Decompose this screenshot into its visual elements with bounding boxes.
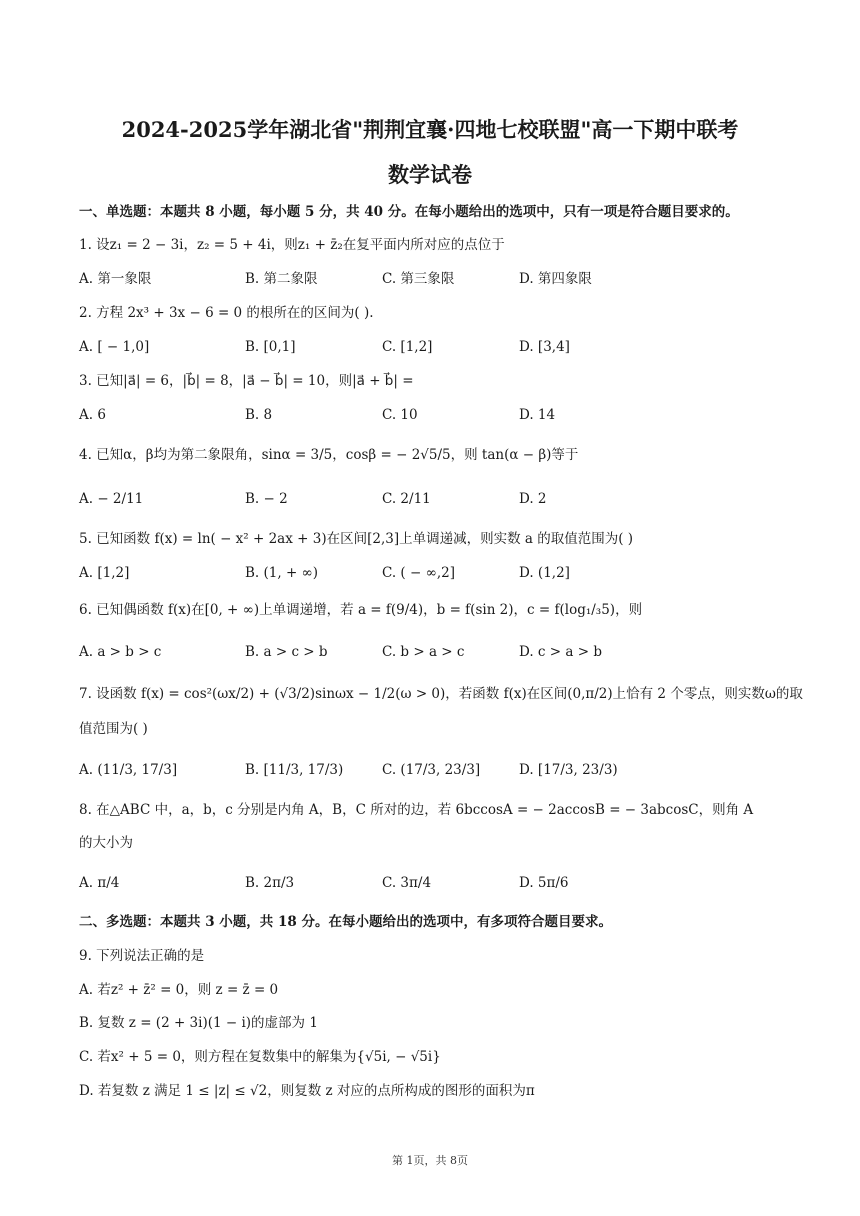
question-8-stem: 8. 在△ABC 中，a，b，c 分别是内角 A，B，C 所对的边，若 6bccosA = − 2accosB = − 3abcosC，则角 A	[79, 802, 754, 818]
option-b: B. (1, + ∞)	[245, 565, 319, 581]
option-b: B. − 2	[245, 491, 288, 507]
question-9-stem: 9. 下列说法正确的是	[79, 948, 205, 964]
question-7-options	[79, 761, 799, 781]
option-b: B. 8	[245, 407, 273, 423]
option-a: A. (11/3, 17/3]	[79, 762, 178, 778]
question-8-options	[79, 874, 799, 894]
option-d: D. 2	[519, 491, 547, 507]
option-b: B. 第二象限	[245, 271, 318, 287]
section-heading-multiple-choice: 二、多选题：本题共 3 小题，共 18 分。在每小题给出的选项中，有多项符合题目要求。	[79, 914, 612, 930]
option-a: A. [1,2]	[79, 565, 130, 581]
option-c: C. b > a > c	[382, 644, 465, 660]
question-4-options	[79, 490, 799, 510]
page-footer: 第 1页，共 8页	[392, 1154, 468, 1167]
question-8-stem-continued: 的大小为	[79, 835, 133, 851]
question-7-stem: 7. 设函数 f(x) = cos²(ωx/2) + (√3/2)sinωx − 1/2(ω > 0)，若函数 f(x)在区间(0,π/2)上恰有 2 个零点，则实数ω的取	[79, 686, 803, 702]
option-d: D. [17/3, 23/3)	[519, 762, 618, 778]
question-2-stem: 2. 方程 2x³ + 3x − 6 = 0 的根所在的区间为( ).	[79, 305, 374, 321]
option-c: C. 10	[382, 407, 418, 423]
option-a: A. a > b > c	[79, 644, 162, 660]
question-1-stem: 1. 设z₁ = 2 − 3i，z₂ = 5 + 4i，则z₁ + z̄₂在复平面内所对应的点位于	[79, 237, 505, 253]
question-6-stem: 6. 已知偶函数 f(x)在[0, + ∞)上单调递增，若 a = f(9/4)，b = f(sin 2)，c = f(log₁/₃5)，则	[79, 602, 643, 618]
option-d: D. (1,2]	[519, 565, 570, 581]
option-c: C. 3π/4	[382, 875, 432, 891]
exam-title: 2024-2025学年湖北省"荆荆宜襄·四地七校联盟"高一下期中联考	[121, 117, 739, 142]
question-5-options	[79, 564, 799, 584]
option-d: D. 5π/6	[519, 875, 569, 891]
question-6-options	[79, 643, 799, 663]
option-b: B. a > c > b	[245, 644, 328, 660]
question-9-option-a: A. 若z² + z̄² = 0，则 z = z̄ = 0	[79, 982, 279, 998]
question-9-option-b: B. 复数 z = (2 + 3i)(1 − i)的虚部为 1	[79, 1015, 318, 1031]
question-1-options	[79, 270, 799, 290]
option-a: A. [ − 1,0]	[79, 339, 150, 355]
question-9-option-c: C. 若x² + 5 = 0，则方程在复数集中的解集为{√5i, − √5i}	[79, 1049, 441, 1065]
exam-subtitle: 数学试卷	[388, 162, 472, 187]
option-d: D. 第四象限	[519, 271, 592, 287]
option-b: B. [0,1]	[245, 339, 296, 355]
question-9-option-d: D. 若复数 z 满足 1 ≤ |z| ≤ √2，则复数 z 对应的点所构成的图形的面积为π	[79, 1083, 535, 1099]
option-d: D. c > a > b	[519, 644, 602, 660]
option-a: A. − 2/11	[79, 491, 144, 507]
option-c: C. (17/3, 23/3]	[382, 762, 481, 778]
option-c: C. 2/11	[382, 491, 431, 507]
option-a: A. π/4	[79, 875, 120, 891]
option-c: C. ( − ∞,2]	[382, 565, 455, 581]
section-heading-single-choice: 一、单选题：本题共 8 小题，每小题 5 分，共 40 分。在每小题给出的选项中，只有一项是符合题目要求的。	[79, 204, 739, 220]
option-c: C. 第三象限	[382, 271, 455, 287]
question-5-stem: 5. 已知函数 f(x) = ln( − x² + 2ax + 3)在区间[2,3]上单调递减，则实数 a 的取值范围为( )	[79, 531, 634, 547]
option-d: D. [3,4]	[519, 339, 570, 355]
option-a: A. 6	[79, 407, 106, 423]
option-b: B. [11/3, 17/3)	[245, 762, 344, 778]
question-2-options	[79, 338, 799, 358]
question-7-stem-continued: 值范围为( )	[79, 721, 148, 737]
question-3-options	[79, 406, 799, 426]
question-4-stem: 4. 已知α，β均为第二象限角，sinα = 3/5，cosβ = − 2√5/5，则 tan(α − β)等于	[79, 447, 579, 463]
option-b: B. 2π/3	[245, 875, 295, 891]
option-a: A. 第一象限	[79, 271, 152, 287]
option-d: D. 14	[519, 407, 556, 423]
option-c: C. [1,2]	[382, 339, 433, 355]
question-3-stem: 3. 已知|a⃗| = 6，|b⃗| = 8，|a⃗ − b⃗| = 10，则|a⃗ + b⃗| =	[79, 373, 414, 389]
